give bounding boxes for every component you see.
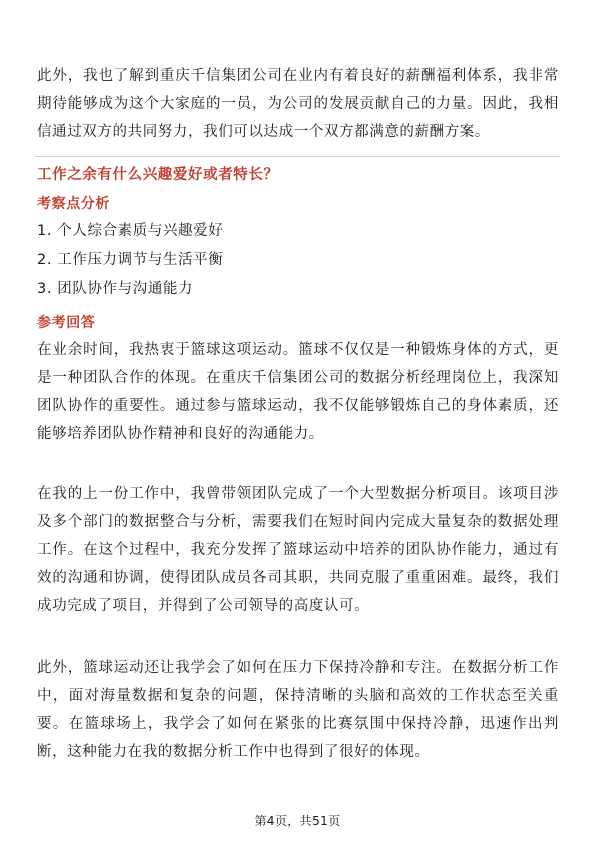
answer-heading: 参考回答	[37, 315, 96, 331]
intro-paragraph: 此外，我也了解到重庆千信集团公司在业内有着良好的薪酬福利体系，我非常期待能够成为这个大家庭的一员，为公司的发展贡献自己的力量。因此，我相信通过双方的共同努力，我们可以达成一个双方都满意的薪酬方案。	[37, 68, 559, 140]
answer-paragraph: 在业余时间，我热衷于篮球这项运动。篮球不仅仅是一种锻炼身体的方式，更是一种团队合作的体现。在重庆千信集团公司的数据分析经理岗位上，我深知团队协作的重要性。通过参与篮球运动，我不仅能够锻炼自己的身体素质，还能够培养团队协作精神和良好的沟通能力。	[37, 342, 559, 442]
analysis-item: 3. 团队协作与沟通能力	[37, 281, 194, 297]
page-number: 第4页，共51页	[254, 814, 341, 828]
answer-paragraph: 此外，篮球运动还让我学会了如何在压力下保持冷静和专注。在数据分析工作中，面对海量数据和复杂的问题，保持清晰的头脑和高效的工作状态至关重要。在篮球场上，我学会了如何在紧张的比赛氛围中保持冷静，迅速作出判断，这种能力在我的数据分析工作中也得到了很好的体现。	[37, 660, 559, 760]
answer-paragraph: 在我的上一份工作中，我曾带领团队完成了一个大型数据分析项目。该项目涉及多个部门的数据整合与分析，需要我们在短时间内完成大量复杂的数据处理工作。在这个过程中，我充分发挥了篮球运动中培养的团队协作能力，通过有效的沟通和协调，使得团队成员各司其职，共同克服了重重困难。最终，我们成功完成了项目，并得到了公司领导的高度认可。	[37, 486, 559, 614]
interview-question: 工作之余有什么兴趣爱好或者特长？	[37, 167, 279, 183]
analysis-heading: 考察点分析	[37, 196, 110, 212]
analysis-item: 2. 工作压力调节与生活平衡	[37, 252, 224, 268]
section-divider	[35, 156, 560, 157]
analysis-item: 1. 个人综合素质与兴趣爱好	[37, 223, 224, 239]
